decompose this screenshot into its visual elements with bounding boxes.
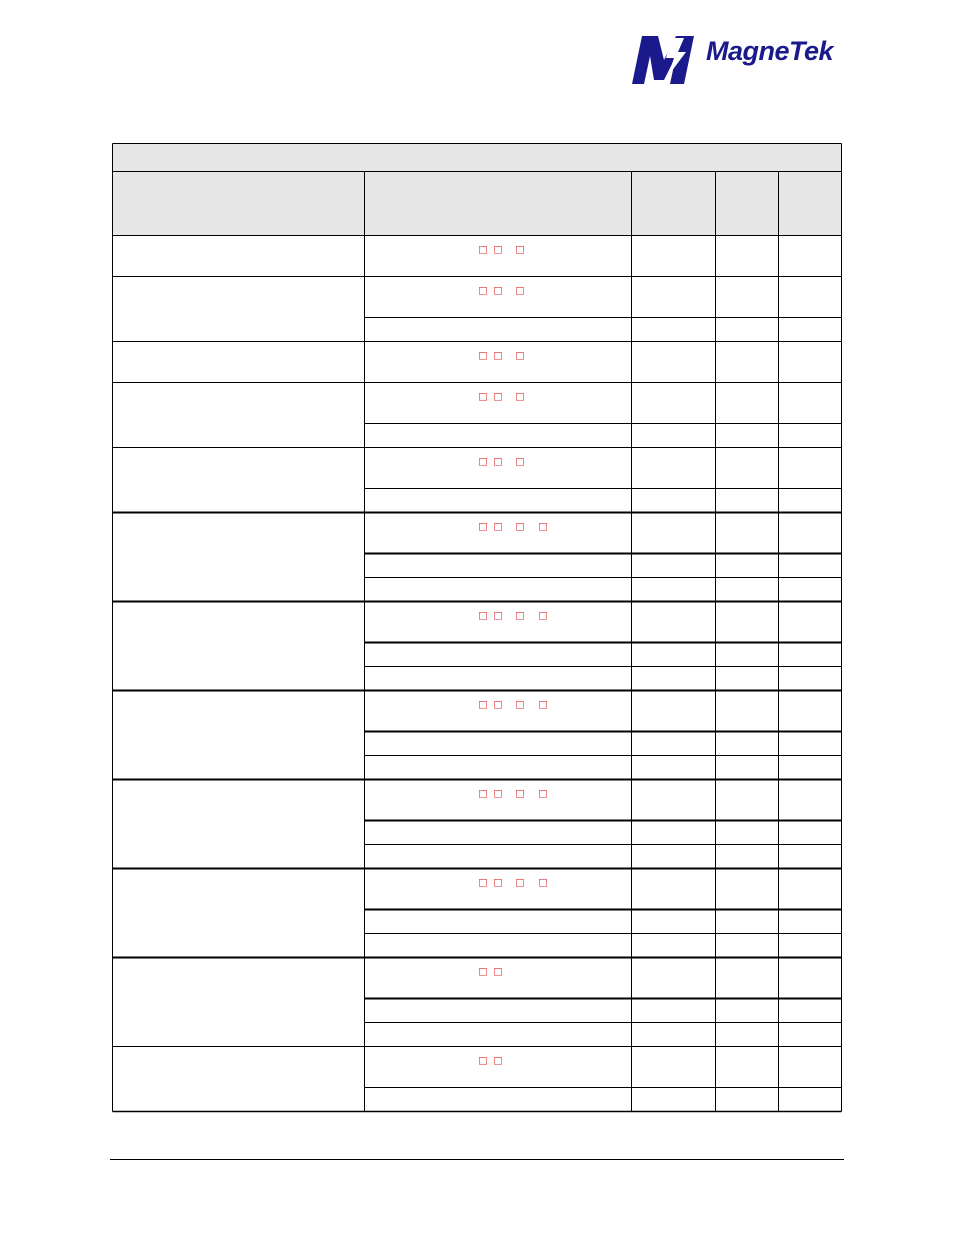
- placeholder-mark: □: [478, 877, 488, 889]
- placeholder-mark: □: [478, 350, 488, 362]
- table-row: [365, 513, 842, 554]
- placeholder-mark: □: [493, 699, 503, 711]
- table-row: [365, 643, 842, 667]
- placeholder-mark: □: [493, 877, 503, 889]
- footer-rule: [110, 1159, 844, 1160]
- placeholder-mark: □: [515, 877, 525, 889]
- placeholder-mark: □: [538, 699, 548, 711]
- placeholder-mark: □: [493, 521, 503, 533]
- placeholder-mark: □: [478, 610, 488, 622]
- table-row: [365, 318, 842, 342]
- placeholder-mark: □: [478, 521, 488, 533]
- table-row: [365, 821, 842, 845]
- placeholder-mark: □: [538, 610, 548, 622]
- table-row: [365, 910, 842, 934]
- table-row: [365, 1088, 842, 1112]
- placeholder-mark: □: [515, 521, 525, 533]
- placeholder-mark: □: [515, 456, 525, 468]
- table-row: [365, 845, 842, 869]
- placeholder-mark: □: [493, 788, 503, 800]
- placeholder-mark: □: [538, 788, 548, 800]
- table-row: [365, 489, 842, 513]
- placeholder-mark: □: [515, 699, 525, 711]
- table-row: [365, 602, 842, 643]
- placeholder-mark: □: [478, 456, 488, 468]
- table-row: [365, 277, 842, 318]
- table-row: [365, 667, 842, 691]
- table-row: [365, 732, 842, 756]
- table-row: [365, 342, 842, 383]
- placeholder-mark: □: [493, 610, 503, 622]
- table-row: [365, 554, 842, 578]
- table-row: [365, 869, 842, 910]
- placeholder-mark: □: [493, 1055, 503, 1067]
- table-row: [365, 448, 842, 489]
- table-row: [365, 780, 842, 821]
- placeholder-mark: □: [515, 610, 525, 622]
- table-row: [365, 691, 842, 732]
- table-row: [365, 1023, 842, 1047]
- placeholder-mark: □: [478, 391, 488, 403]
- placeholder-mark: □: [515, 244, 525, 256]
- magnetek-wordmark: MagneTek: [706, 36, 834, 66]
- placeholder-mark: □: [493, 244, 503, 256]
- table-header-row: [113, 172, 842, 236]
- placeholder-mark: □: [515, 350, 525, 362]
- placeholder-mark: □: [478, 699, 488, 711]
- placeholder-mark: □: [493, 456, 503, 468]
- placeholder-mark: □: [515, 788, 525, 800]
- placeholder-mark: □: [478, 285, 488, 297]
- placeholder-mark: □: [478, 966, 488, 978]
- table-row: [365, 934, 842, 958]
- table-row: [365, 958, 842, 999]
- placeholder-mark: □: [515, 391, 525, 403]
- table-row: [365, 383, 842, 424]
- placeholder-mark: □: [493, 391, 503, 403]
- placeholder-mark: □: [493, 966, 503, 978]
- placeholder-mark: □: [478, 788, 488, 800]
- table-title-row: [113, 144, 842, 172]
- table-row: [365, 756, 842, 780]
- table-row: [365, 236, 842, 277]
- table-row: [365, 999, 842, 1023]
- placeholder-mark: □: [478, 244, 488, 256]
- table-row: [365, 578, 842, 602]
- placeholder-mark: □: [538, 877, 548, 889]
- placeholder-mark: □: [515, 285, 525, 297]
- table-row: [365, 424, 842, 448]
- placeholder-mark: □: [478, 1055, 488, 1067]
- placeholder-mark: □: [538, 521, 548, 533]
- table-row: [365, 1047, 842, 1088]
- placeholder-mark: □: [493, 350, 503, 362]
- placeholder-mark: □: [493, 285, 503, 297]
